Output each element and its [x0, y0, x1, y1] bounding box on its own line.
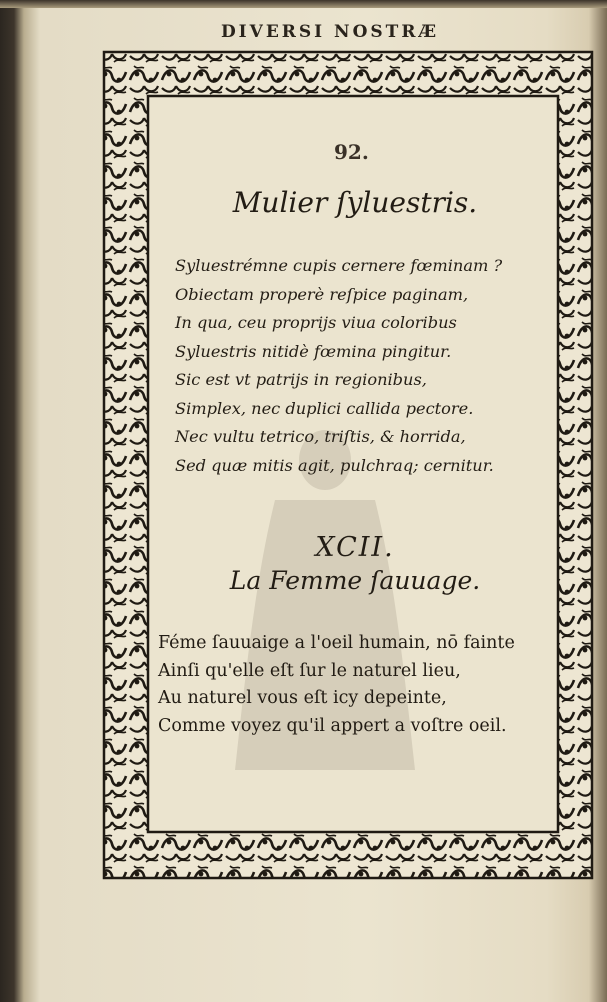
verse-line: Ainſi qu'elle eſt ſur le naturel lieu,: [158, 660, 461, 681]
latin-verse: [175, 252, 535, 480]
page-number: 92.: [334, 140, 369, 164]
verse-line: Syluestris nitidè fœmina pingitur.: [175, 341, 452, 361]
french-verse: [158, 630, 558, 740]
verse-line: Simplex, nec duplici callida pectore.: [175, 398, 474, 418]
verse-line: Obiectam properè reſpice paginam,: [175, 284, 469, 304]
french-title: La Femme ſauuage.: [229, 566, 481, 595]
running-header: DIVERSI NOSTRÆ: [220, 22, 440, 42]
verse-line: Féme ſauuaige a l'oeil humain, nō fainte: [158, 633, 515, 653]
verse-line: Au naturel vous eſt icy depeinte,: [158, 688, 447, 708]
verse-line: Sic est vt patrijs in regionibus,: [175, 370, 427, 389]
verse-line: Comme voyez qu'il appert a voſtre oeil.: [158, 715, 507, 736]
verse-line: Nec vultu tetrico, triſtis, & horrida,: [175, 427, 466, 446]
latin-title: Mulier ſyluestris.: [232, 186, 478, 219]
roman-numeral: XCII.: [315, 532, 395, 563]
verse-line: In qua, ceu proprijs viua coloribus: [175, 313, 457, 332]
verse-line: Sed quæ mitis agit, pulchraq; cernitur.: [175, 455, 494, 475]
verse-line: Syluestrémne cupis cernere fœminam ?: [175, 256, 503, 275]
